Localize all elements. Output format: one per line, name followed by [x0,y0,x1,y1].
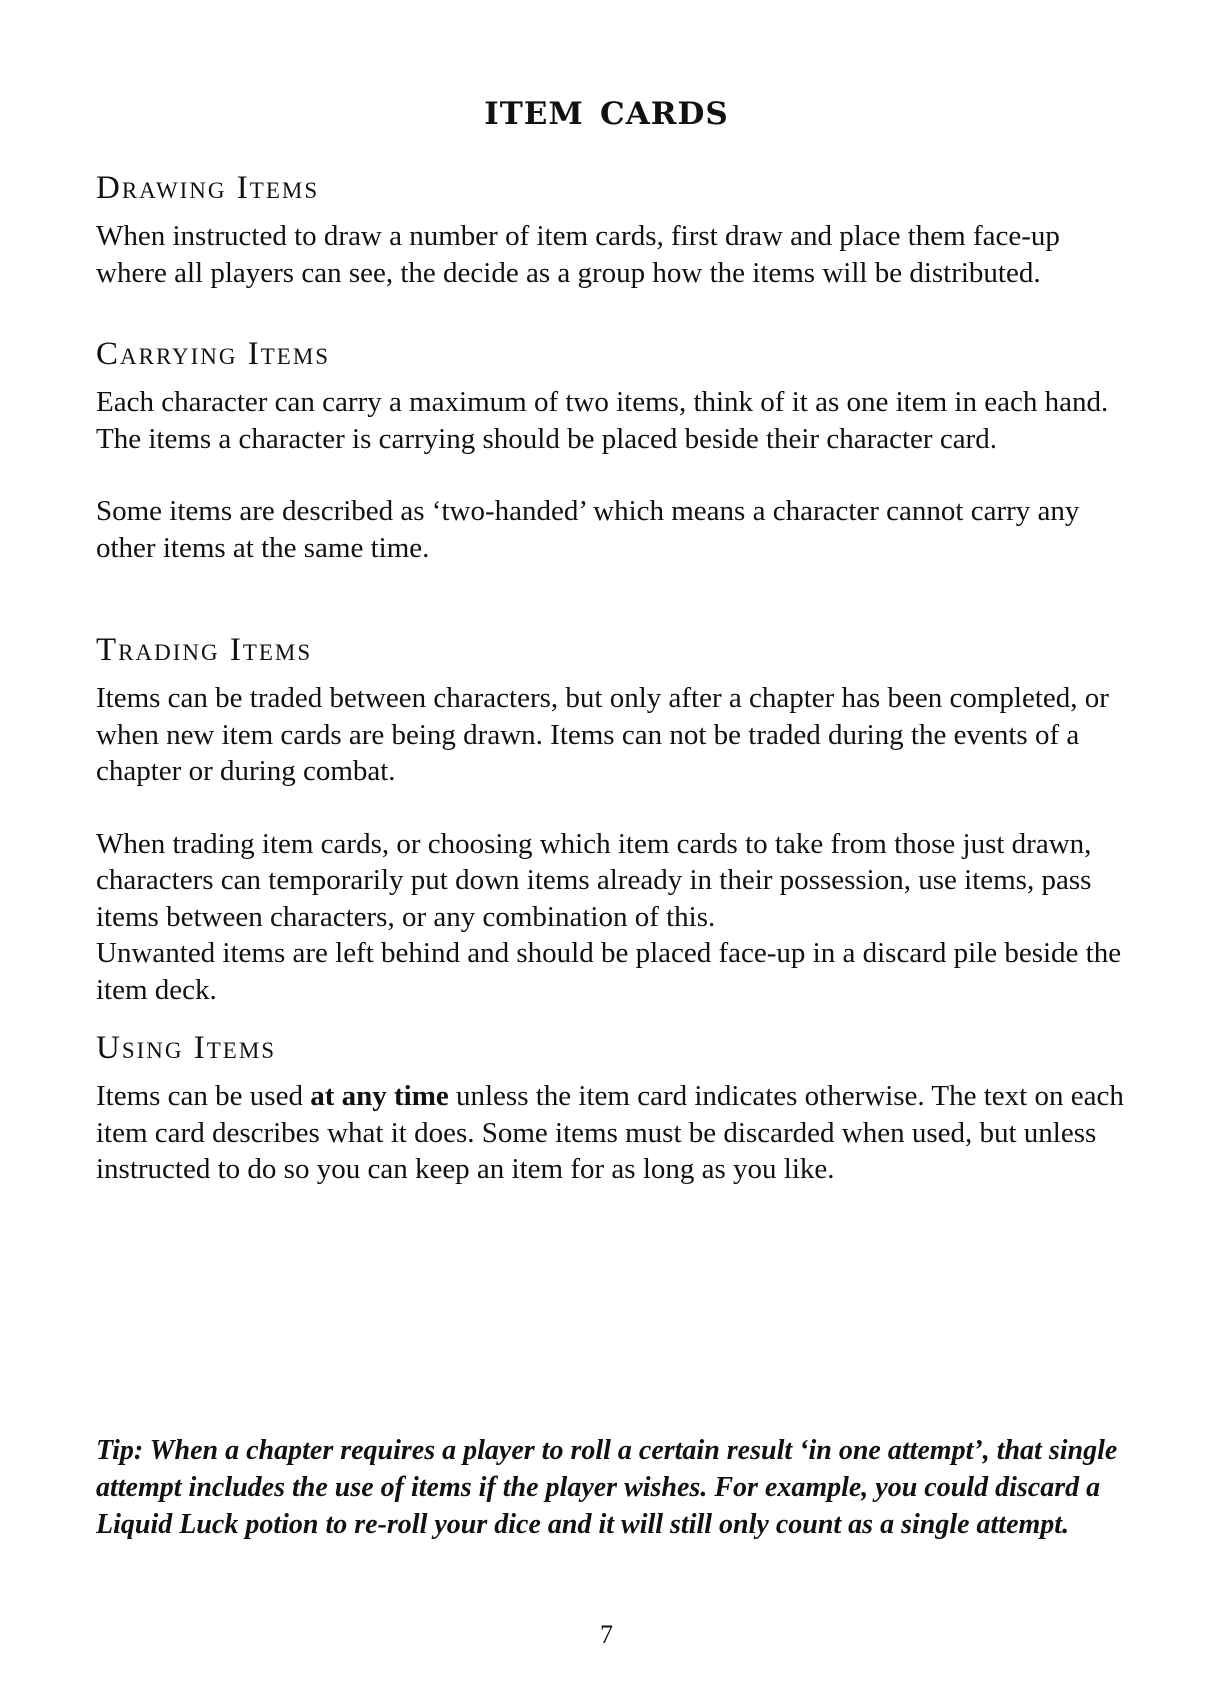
tip-box [96,1432,1136,1543]
emphasis-text: at any time [310,1080,449,1112]
page-number: 7 [600,1620,613,1649]
paragraph: When trading item cards, or choosing which item cards to take from those just drawn, characters can temporarily put down items already in their possession, use items, pass items between characters, or any combination of this. [96,827,1092,933]
tip-highlight: in one attempt [808,1435,974,1466]
heading-carrying-items: Carrying Items [96,336,331,372]
paragraph: Unwanted items are left behind and should be placed face-up in a discard pile beside the item deck. [96,937,1122,1006]
paragraph: Some items are described as ‘two-handed’ which means a character cannot carry any other items at the same time. [96,495,1080,564]
section-carrying-items [96,334,1136,566]
tip-text: ’, that single attempt includes the use of items if the player wishes. For example, you could discard a Liquid Luck potion to re-roll your dice and it will still only count as a single attempt. [96,1435,1118,1540]
heading-trading-items: Trading Items [96,632,313,668]
page-title: item cards [484,84,729,135]
heading-using-items: Using Items [96,1030,277,1066]
tip-text: Tip: When a chapter requires a player to roll a certain result ‘ [96,1435,809,1466]
text: Items can be used [96,1080,311,1112]
section-drawing-items [96,168,1136,291]
heading-drawing-items: Drawing Items [96,170,320,206]
section-trading-items [96,630,1136,1008]
text: unless the item card indicates otherwise. The text on each item card describes what it does. Some items must be discarded when used, but unless instructed to do so you can keep an item for as long as you like. [96,1080,1124,1185]
paragraph: Each character can carry a maximum of two items, think of it as one item in each hand. The items a character is carrying should be placed beside their character card. [96,386,1109,455]
paragraph: Items can be traded between characters, but only after a chapter has been completed, or when new item cards are being drawn. Items can not be traded during the events of a chapter or during combat. [96,682,1109,787]
section-using-items [96,1028,1136,1188]
paragraph [96,1078,1136,1188]
paragraph: When instructed to draw a number of item cards, first draw and place them face-up where all players can see, the decide as a group how the items will be distributed. [96,220,1060,289]
